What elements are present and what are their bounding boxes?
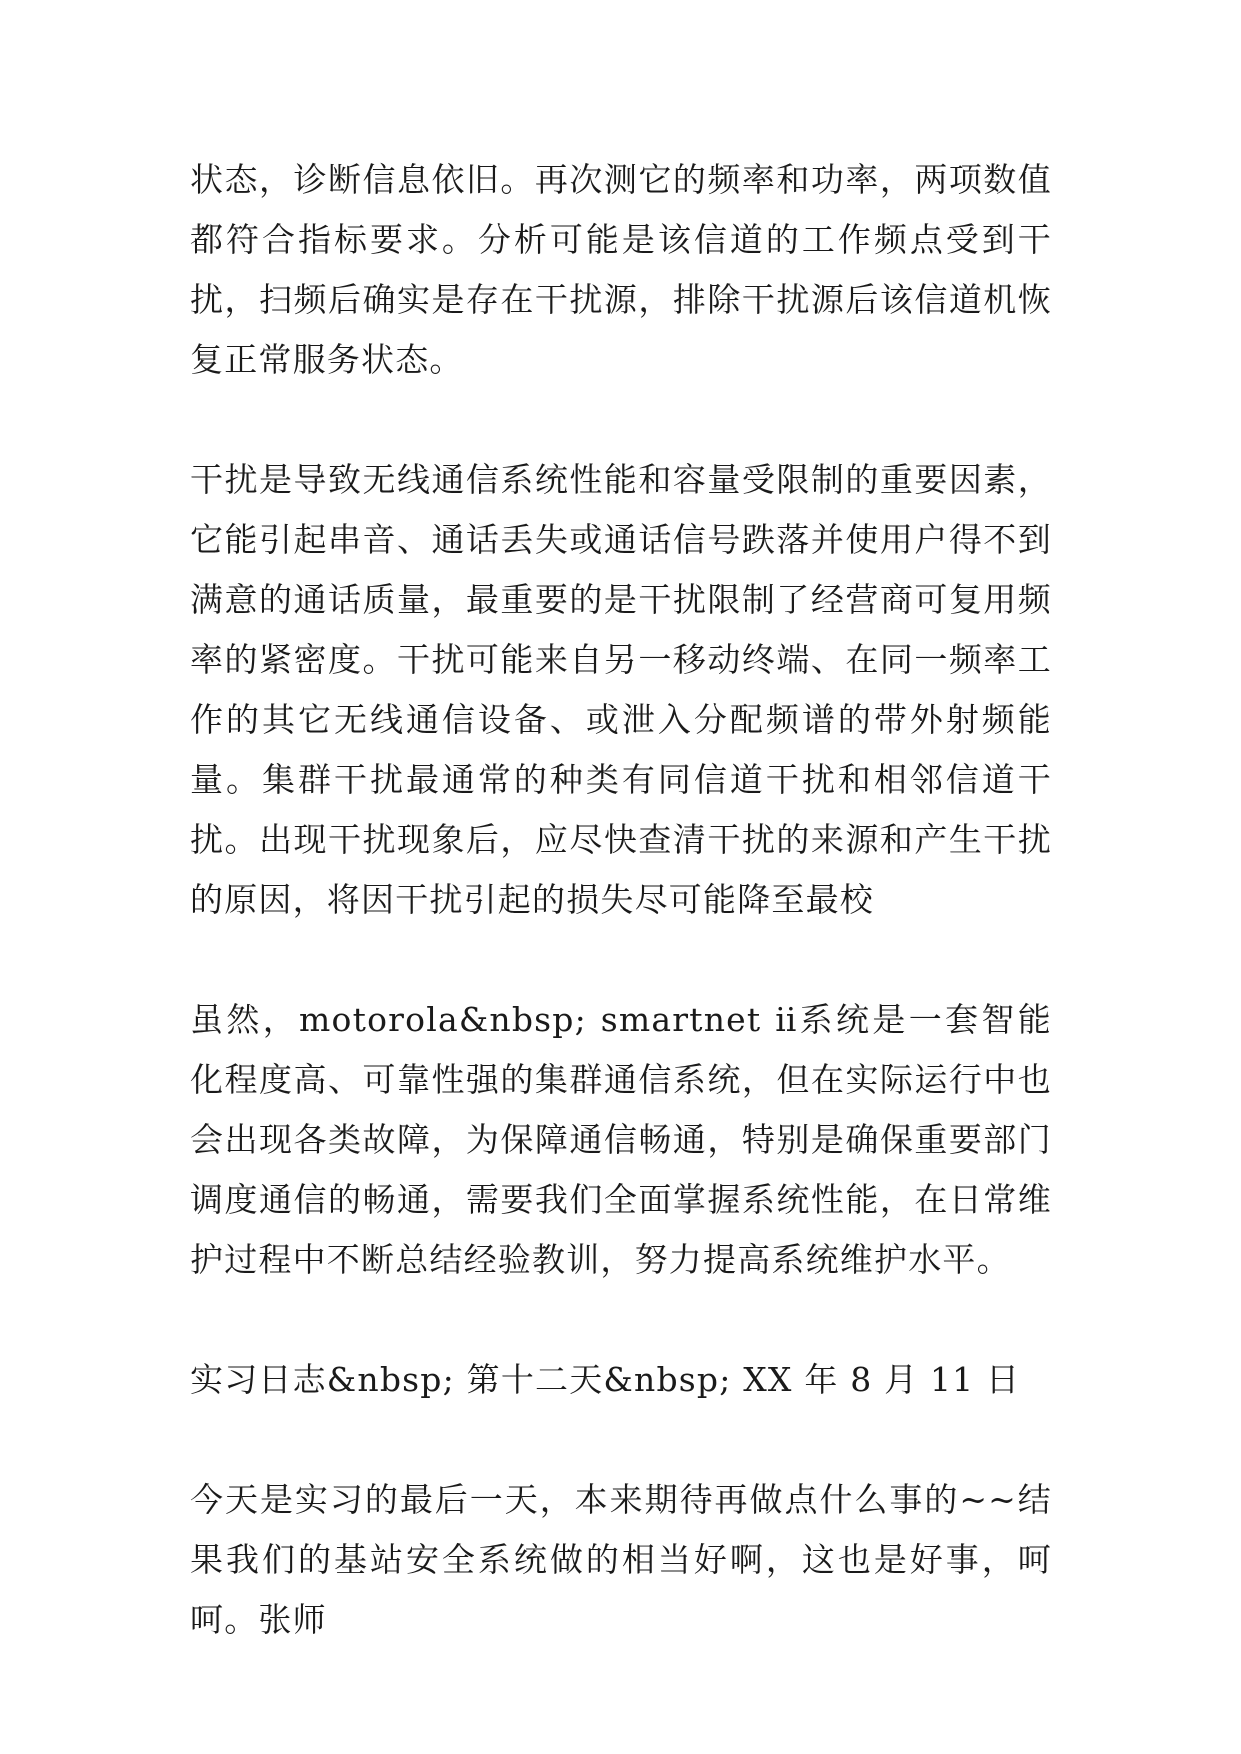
paragraph-interference-diagnosis: 状态，诊断信息依旧。再次测它的频率和功率，两项数值都符合指标要求。分析可能是该信道的工作频点受到干扰，扫频后确实是存在干扰源，排除干扰源后该信道机恢复正常服务状态。 [190,160,1052,379]
paragraph-system-maintenance: 虽然，motorola&nbsp; smartnet ⅱ系统是一套智能化程度高、可靠性强的集群通信系统，但在实际运行中也会出现各类故障，为保障通信畅通，特别是确保重要部门调度通信的畅通，需要我们全面掌握系统性能，在日常维护过程中不断总结经验教训，努力提高系统维护水平。 [190,1000,1052,1279]
log-heading: 实习日志&nbsp; 第十二天&nbsp; XX 年 8 月 11 日 [190,1360,1021,1399]
document-body [190,150,1052,1710]
paragraph-last-day: 今天是实习的最后一天，本来期待再做点什么事的~~结果我们的基站安全系统做的相当好啊，这也是好事，呵呵。张师 [190,1480,1052,1639]
paragraph-interference-factors: 干扰是导致无线通信系统性能和容量受限制的重要因素，它能引起串音、通话丢失或通话信号跌落并使用户得不到满意的通话质量，最重要的是干扰限制了经营商可复用频率的紧密度。干扰可能来自另一移动终端、在同一频率工作的其它无线通信设备、或泄入分配频谱的带外射频能量。集群干扰最通常的种类有同信道干扰和相邻信道干扰。出现干扰现象后，应尽快查清干扰的来源和产生干扰的原因，将因干扰引起的损失尽可能降至最校 [190,460,1052,919]
